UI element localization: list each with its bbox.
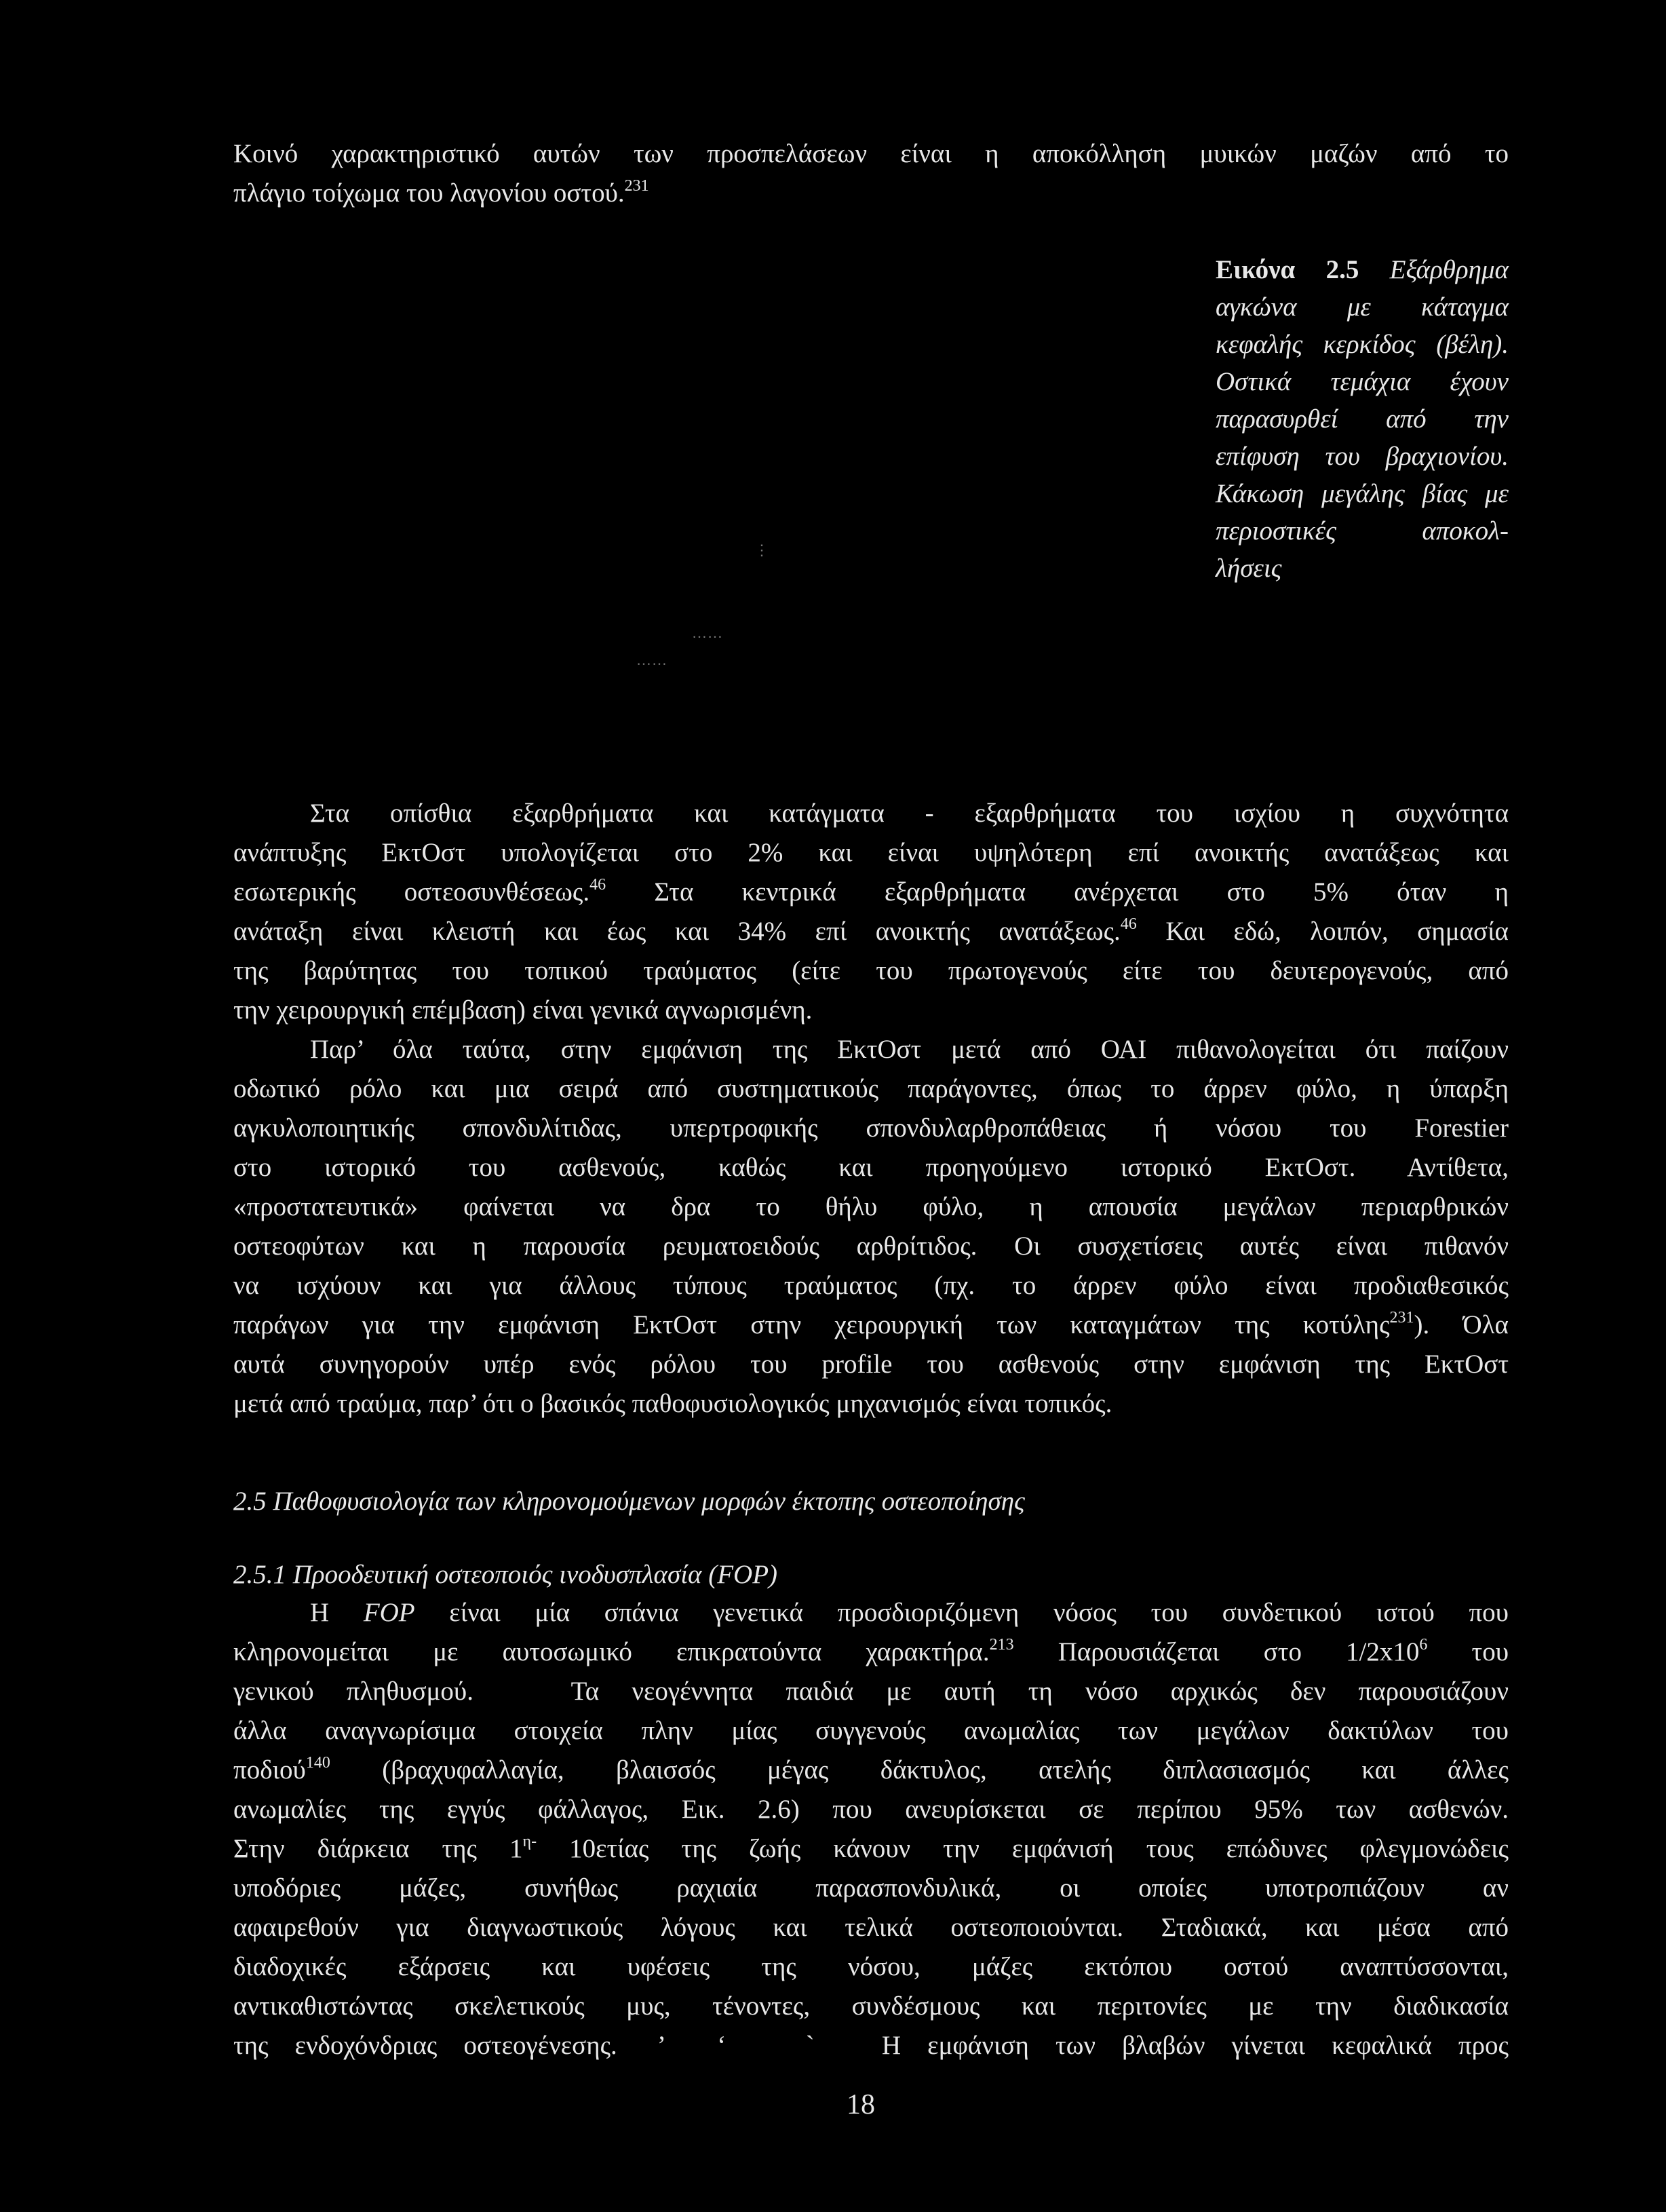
page-number: 18 — [847, 2089, 875, 2120]
subsection-heading: 2.5.1 Προοδευτική οστεοποιός ινοδυσπλασία (FOP) — [233, 1560, 778, 1589]
section-heading: 2.5 Παθοφυσιολογία των κληρονομούμενων μορφών έκτοπης οστεοποίησης — [233, 1487, 1025, 1516]
p3-line-8: υποδόριες μάζες, συνήθως ραχιαία παρασπονδυλικά, οι οποίες υποτροπιάζουν αν — [233, 1873, 1509, 1903]
figure-label: Εικόνα 2.5 — [1216, 255, 1359, 284]
scan-speck: …… — [636, 651, 667, 668]
p3-line-5: ποδιού$^{140}$ (βραχυφαλλαγία, βλαισσός μέγας δάκτυλος, ατελής διπλασιασμός και άλλες — [233, 1754, 1509, 1785]
paragraph-1 — [233, 794, 1509, 1030]
p1-line-3: εσωτερικής οστεοσυνθέσεως.$^{46}$ Στα κεντρικά εξαρθρήματα ανέρχεται στο 5% όταν η — [233, 876, 1509, 907]
p2-line-6: οστεοφύτων και η παρουσία ρευματοειδούς αρθρίτιδος. Οι συσχετίσεις αυτές είναι πιθανόν — [233, 1232, 1509, 1261]
p1-line-4: ανάταξη είναι κλειστή και έως και 34% επί ανοικτής ανατάξεως.$^{46}$ Και εδώ, λοιπόν, σημασία — [233, 915, 1509, 946]
p2-line-10: μετά από τραύμα, παρ’ ότι ο βασικός παθοφυσιολογικός μηχανισμός είναι τοπικός. — [233, 1389, 1112, 1418]
figure-caption-text: Εξάρθρημα αγκώνα με κάταγμα κεφαλής κερκίδος (βέλη). Οστικά τεμάχια έχουν παρασυρθεί από την επίφυση του βραχιονίου. Κάκωση μεγάλης βίας με περιοστικές αποκολ- — [1216, 255, 1509, 546]
p3-line-12: της ενδοχόνδριας οστεογένεσης. ’ ‘ ` Η εμφάνιση των βλαβών γίνεται κεφαλικά προς — [233, 2031, 1509, 2060]
paragraph-2 — [233, 1030, 1509, 1424]
p2-line-8: παράγων για την εμφάνιση ΕκτΟστ στην χειρουργική των καταγμάτων της κοτύλης$^{231}$). Όλα — [233, 1309, 1509, 1339]
p2-line-3: αγκυλοποιητικής σπονδυλίτιδας, υπερτροφικής σπονδυλαρθροπάθειας ή νόσου του Forestier — [233, 1113, 1509, 1143]
scan-speck: …… — [692, 624, 723, 641]
p2-line-5: «προστατευτικά» φαίνεται να δρα το θήλυ φύλο, η απουσία μεγάλων περιαρθρικών — [233, 1192, 1509, 1221]
p1-line-2: ανάπτυξης ΕκτΟστ υπολογίζεται στο 2% και είναι υψηλότερη επί ανοικτής ανατάξεως και — [233, 838, 1509, 867]
intro-line-1: Κοινό χαρακτηριστικό αυτών των προσπελάσεων είναι η αποκόλληση μυικών μαζών από το — [233, 139, 1509, 168]
p3-line-1: Η FOP είναι μία σπάνια γενετικά προσδιοριζόμενη νόσος του συνδετικού ιστού που — [310, 1598, 1509, 1627]
figure-caption-text-end: λήσεις — [1216, 554, 1282, 583]
p1-line-1: Στα οπίσθια εξαρθρήματα και κατάγματα - εξαρθρήματα του ισχίου η συχνότητα — [310, 799, 1509, 828]
p3-line-6: ανωμαλίες της εγγύς φάλλαγος, Εικ. 2.6) που ανευρίσκεται σε περίπου 95% των ασθενών. — [233, 1795, 1509, 1824]
citation-superscript: 231 — [624, 177, 649, 195]
p1-line-5: της βαρύτητας του τοπικού τραύματος (είτε του πρωτογενούς είτε του δευτερογενούς, από — [233, 956, 1509, 985]
figure-caption — [1216, 251, 1509, 587]
scan-speck: ⋮ — [754, 541, 770, 558]
p3-line-11: αντικαθιστώντας σκελετικούς μυς, τένοντες, συνδέσμους και περιτονίες με την διαδικασία — [233, 1991, 1509, 2021]
p2-line-2: οδωτικό ρόλο και μια σειρά από συστηματικούς παράγοντες, όπως το άρρεν φύλο, η ύπαρξη — [233, 1074, 1509, 1103]
paragraph-3 — [233, 1593, 1509, 2065]
p3-line-3: γενικού πληθυσμού. Τα νεογέννητα παιδιά με αυτή τη νόσο αρχικώς δεν παρουσιάζουν — [233, 1677, 1509, 1706]
p2-line-9: αυτά συνηγορούν υπέρ ενός ρόλου του profile του ασθενούς στην εμφάνιση της ΕκτΟστ — [233, 1350, 1509, 1379]
p2-line-7: να ισχύουν και για άλλους τύπους τραύματος (πχ. το άρρεν φύλο είναι προδιαθεσικός — [233, 1271, 1509, 1300]
p3-line-10: διαδοχικές εξάρσεις και υφέσεις της νόσου, μάζες εκτόπου οστού αναπτύσσονται, — [233, 1952, 1509, 1981]
p3-line-7: Στην διάρκεια της $1^{\eta-}$ 10ετίας της ζωής κάνουν την εμφάνισή τους επώδυνες φλεγμονώδεις — [233, 1833, 1509, 1863]
p3-line-4: άλλα αναγνωρίσιμα στοιχεία πλην μίας συγγενούς ανωμαλίας των μεγάλων δακτύλων του — [233, 1716, 1509, 1745]
intro-paragraph — [233, 134, 1509, 213]
p2-line-1: Παρ’ όλα ταύτα, στην εμφάνιση της ΕκτΟστ μετά από ΟΑΙ πιθανολογείται ότι παίζουν — [310, 1035, 1509, 1064]
p3-line-2: κληρονομείται με αυτοσωμικό επικρατούντα χαρακτήρα.$^{213}$ Παρουσιάζεται στο $1/2x10^6$ του — [233, 1636, 1509, 1666]
p3-line-9: αφαιρεθούν για διαγνωστικούς λόγους και τελικά οστεοποιούνται. Σταδιακά, και μέσα από — [233, 1913, 1509, 1942]
p1-line-6: την χειρουργική επέμβαση) είναι γενικά αγνωρισμένη. — [233, 995, 813, 1025]
p2-line-4: στο ιστορικό του ασθενούς, καθώς και προηγούμενο ιστορικό ΕκτΟστ. Αντίθετα, — [233, 1153, 1509, 1182]
intro-line-2: πλάγιο τοίχωμα του λαγονίου οστού.$^{231}$ — [233, 177, 649, 208]
